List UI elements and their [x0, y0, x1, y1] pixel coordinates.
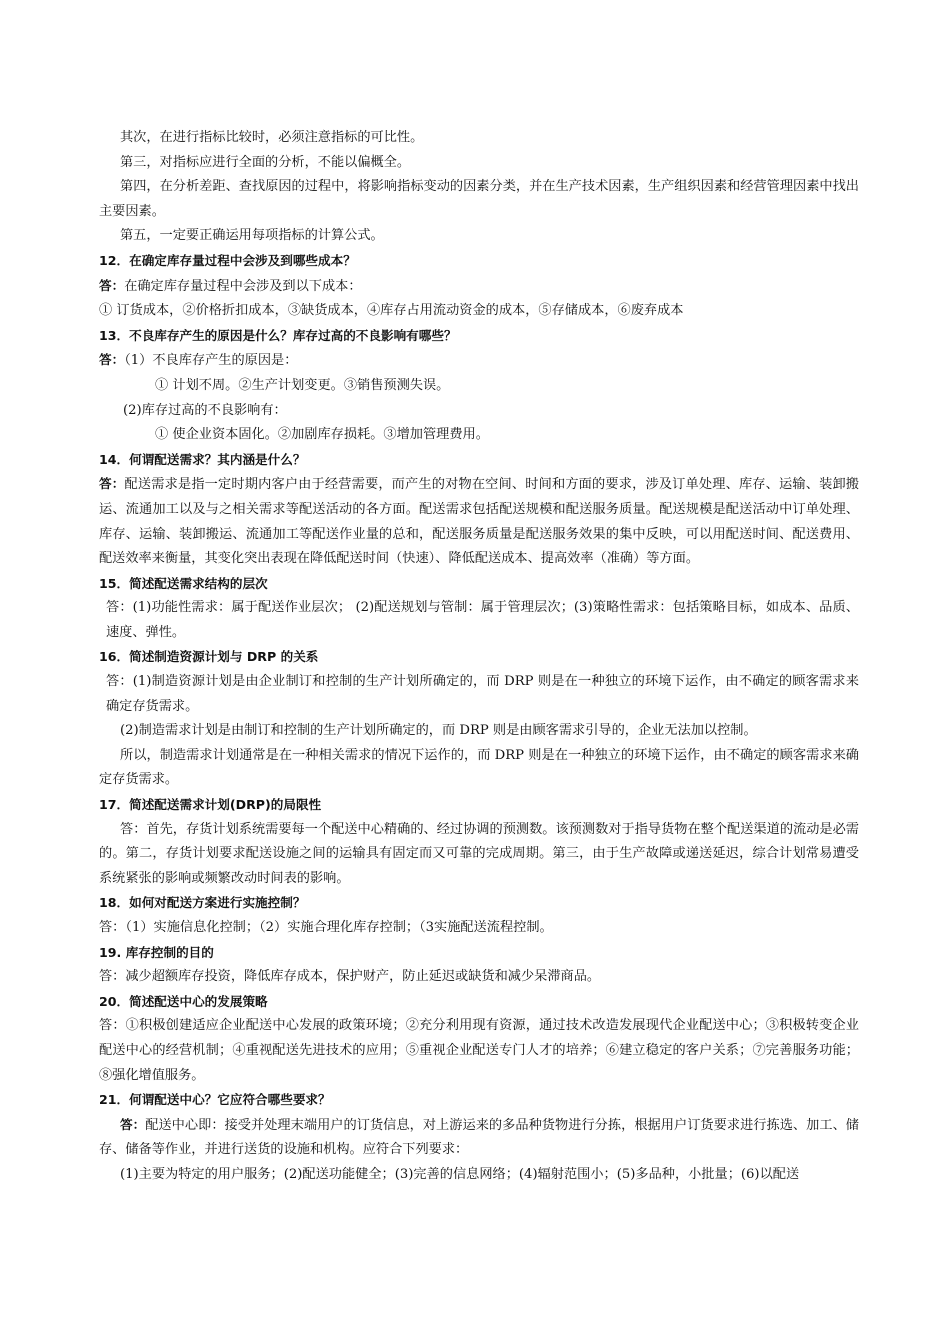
answer: [99, 472, 859, 571]
answer-text: 答：①积极创建适应企业配送中心发展的政策环境；②充分利用现有资源，通过技术改造发展现代企业配送中心；③积极转变企业配送中心的经营机制；④重视配送先进技术的应用；⑤重视企业配送专门人才的培养；⑥建立稳定的客户关系；⑦完善服务功能；⑧强化增值服务。: [99, 1018, 859, 1083]
answer-label: 答：: [99, 277, 125, 293]
answer-text: (2)库存过高的不良影响有：: [123, 402, 287, 418]
question-heading: 16．简述制造资源计划与 DRP 的关系: [99, 649, 319, 665]
answer: [99, 274, 859, 300]
question-heading: 13．不良库存产生的原因是什么？库存过高的不良影响有哪些？: [99, 327, 457, 343]
question-heading: 14．何谓配送需求？其内涵是什么？: [99, 451, 306, 467]
answer-label: 答：: [99, 476, 125, 492]
question-heading: 20．简述配送中心的发展策略: [99, 993, 268, 1009]
question-heading: 19. 库存控制的目的: [99, 944, 214, 960]
answer: [99, 348, 859, 374]
answer-text: 答：(1)制造资源计划是由企业制订和控制的生产计划所确定的，而 DRP 则是在一种独立的环境下运作，由不确定的顾客需求来确定存货需求。: [106, 674, 859, 714]
question-heading: 15．简述配送需求结构的层次: [99, 575, 268, 591]
answer-text: 在确定库存量过程中会涉及到以下成本：: [124, 278, 362, 294]
answer-text: 配送中心即：接受并处理末端用户的订货信息，对上游运来的多品种货物进行分拣，根据用户订货要求进行拣选、加工、储存、储备等作业，并进行送货的设施和机构。应符合下列要求：: [99, 1117, 859, 1158]
answer-list: ① 订货成本，②价格折扣成本，③缺货成本，④库存占用流动资金的成本，⑤存储成本，⑥废弃成本: [99, 303, 684, 319]
answer-list: ① 使企业资本固化。②加剧库存损耗。③增加管理费用。: [155, 427, 489, 443]
question-heading: 17．简述配送需求计划(DRP)的局限性: [99, 797, 322, 813]
answer-label: 答：: [120, 1116, 146, 1132]
question-heading: 12．在确定库存量过程中会涉及到哪些成本？: [99, 252, 356, 268]
answer-text: 所以，制造需求计划通常是在一种相关需求的情况下运作的，而 DRP 则是在一种独立的环境下运作，由不确定的顾客需求来确定存货需求。: [99, 747, 859, 788]
answer-text: 答：（1）实施信息化控制；（2）实施合理化库存控制；（3实施配送流程控制。: [99, 920, 553, 935]
answer-list: (1)主要为特定的用户服务；(2)配送功能健全；(3)完善的信息网络；(4)辐射范围小；(5)多品种，小批量；(6)以配送: [120, 1166, 800, 1182]
paragraph: 其次，在进行指标比较时，必须注意指标的可比性。: [120, 130, 424, 145]
question-heading: 21．何谓配送中心？它应符合哪些要求？: [99, 1092, 331, 1108]
question-heading: 18．如何对配送方案进行实施控制？: [99, 895, 306, 911]
answer-text: (2)制造需求计划是由制订和控制的生产计划所确定的，而 DRP 则是由顾客需求引导的，企业无法加以控制。: [120, 723, 757, 739]
paragraph: 第三，对指标应进行全面的分析，不能以偏概全。: [120, 154, 411, 170]
answer-text: 配送需求是指一定时期内客户由于经营需要，而产生的对物在空间、时间和方面的要求，涉及订单处理、库存、运输、装卸搬运、流通加工以及与之相关需求等配送活动的各方面。配送需求包括配送规模和配送服务质量。配送规模是配送活动中订单处理、库存、运输、装卸搬运、流通加工等配送作业量的总和，配送服务质量是配送服务效果的集中反映，可以用配送时间、配送费用、配送效率来衡量，其变化突出表现在降低配送时间（快速）、降低配送成本、提高效率（准确）等方面。: [99, 477, 859, 567]
document-page: [99, 126, 859, 1188]
answer-list: ① 计划不周。②生产计划变更。③销售预测失误。: [155, 377, 450, 393]
paragraph: 第五，一定要正确运用每项指标的计算公式。: [120, 228, 384, 244]
answer-label: 答：: [99, 352, 125, 368]
answer-text: （1）不良库存产生的原因是：: [124, 353, 298, 369]
answer-text: 答：(1)功能性需求：属于配送作业层次； (2)配送规划与管制：属于管理层次；(3)策略性需求：包括策略目标，如成本、品质、速度、弹性。: [106, 600, 859, 640]
paragraph: 第四，在分析差距、查找原因的过程中，将影响指标变动的因素分类，并在生产技术因素，生产组织因素和经营管理因素中找出主要因素。: [99, 179, 859, 219]
answer-text: 答：减少超额库存投资，降低库存成本，保护财产，防止延迟或缺货和减少呆滞商品。: [99, 969, 601, 985]
answer: [99, 1113, 859, 1163]
answer-text: 答：首先，存货计划系统需要每一个配送中心精确的、经过协调的预测数。该预测数对于指导货物在整个配送渠道的流动是必需的。第二，存货计划要求配送设施之间的运输具有固定而又可靠的完成周期。第三，由于生产故障或递送延迟，综合计划常易遭受系统紧张的影响或频繁改动时间表的影响。: [99, 821, 859, 886]
